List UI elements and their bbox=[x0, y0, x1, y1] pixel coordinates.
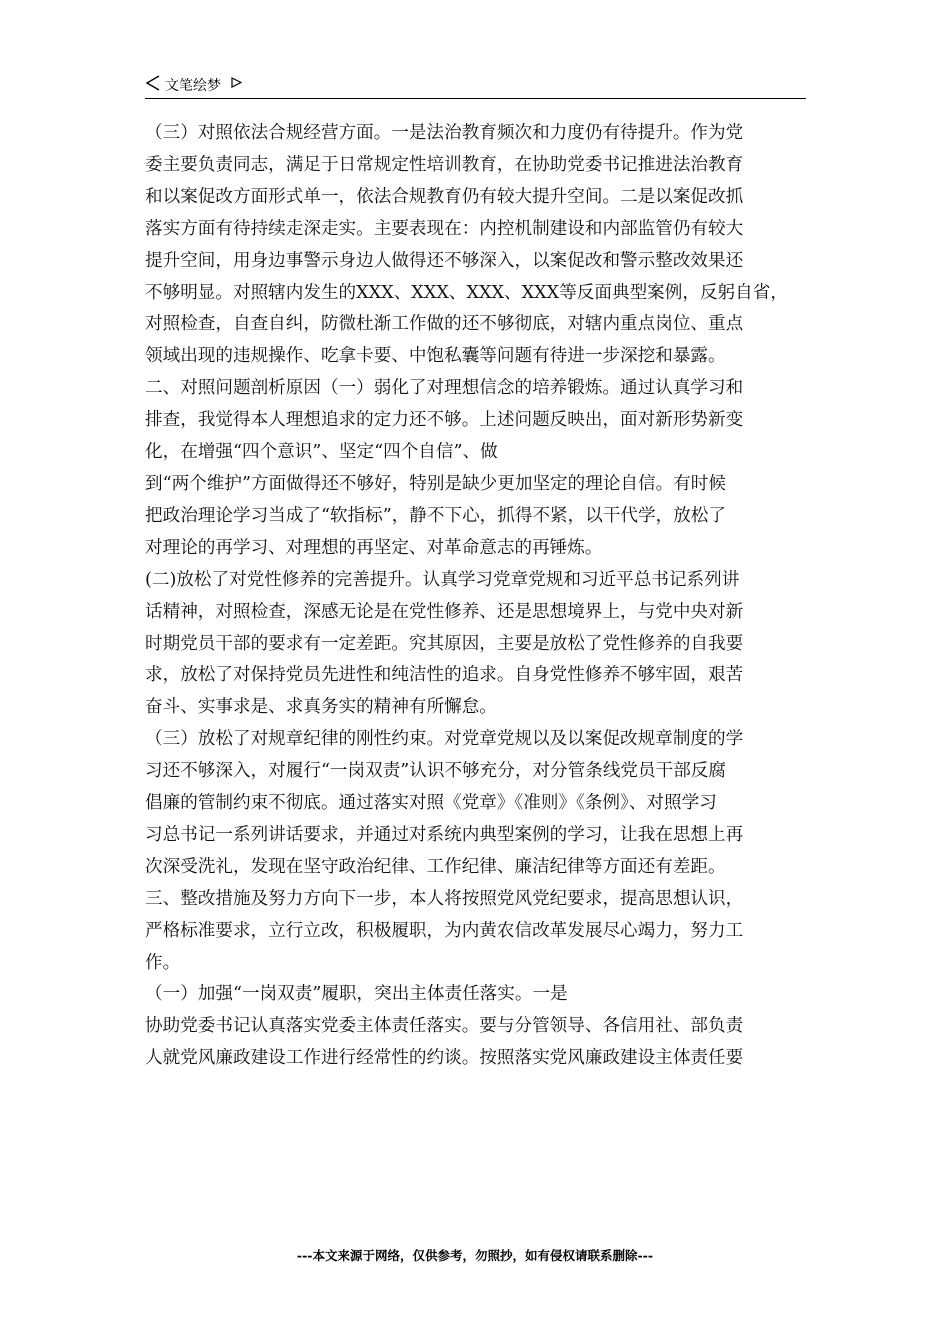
text-line: 习总书记一系列讲话要求，并通过对系统内典型案例的学习，让我在思想上再 bbox=[145, 824, 744, 845]
triangle-right-icon bbox=[231, 77, 242, 88]
header-title: 文笔绘梦 bbox=[165, 78, 221, 94]
text-line: 化，在增强“四个意识”、坚定“四个自信”、做 bbox=[145, 442, 498, 463]
text-line: 次深受洗礼，发现在坚守政治纪律、工作纪律、廉洁纪律等方面还有差距。 bbox=[145, 856, 726, 877]
text-line: 到“两个维护”方面做得还不够好，特别是缺少更加坚定的理论自信。有时候 bbox=[145, 473, 726, 494]
text-line: 落实方面有待持续走深走实。主要表现在：内控机制建设和内部监管仍有较大 bbox=[145, 218, 744, 239]
text-line: 提升空间，用身边事警示身边人做得还不够深入，以案促改和警示整改效果还 bbox=[145, 250, 744, 271]
text-line: 话精神，对照检查，深感无论是在党性修养、还是思想境界上，与党中央对新 bbox=[145, 601, 744, 622]
document-body bbox=[145, 118, 806, 1075]
triangle-left-icon bbox=[145, 75, 161, 91]
text-line: 不够明显。对照辖内发生的XXX、XXX、XXX、XXX等反面典型案例，反躬自省， bbox=[145, 282, 788, 303]
text-line: 和以案促改方面形式单一，依法合规教育仍有较大提升空间。二是以案促改抓 bbox=[145, 186, 744, 207]
text-line: 排查，我觉得本人理想追求的定力还不够。上述问题反映出，面对新形势新变 bbox=[145, 410, 744, 431]
text-line: 习还不够深入，对履行“一岗双责”认识不够充分，对分管条线党员干部反腐 bbox=[145, 761, 726, 782]
text-line: 倡廉的管制约束不彻底。通过落实对照《党章》《准则》《条例》、对照学习 bbox=[145, 793, 717, 814]
text-line: 人就党风廉政建设工作进行经常性的约谈。按照落实党风廉政建设主体责任要 bbox=[145, 1048, 744, 1069]
page-footer-disclaimer: ---本文来源于网络，仅供参考，勿照抄，如有侵权请联系删除--- bbox=[296, 1248, 654, 1263]
text-line: 委主要负责同志，满足于日常规定性培训教育，在协助党委书记推进法治教育 bbox=[145, 154, 744, 175]
page-header bbox=[145, 72, 806, 99]
text-line: 严格标准要求，立行立改，积极履职，为内黄农信改革发展尽心竭力，努力工 bbox=[145, 920, 744, 941]
text-line: 协助党委书记认真落实党委主体责任落实。要与分管领导、各信用社、部负责 bbox=[145, 1016, 744, 1037]
text-line: (二)放松了对党性修养的完善提升。认真学习党章党规和习近平总书记系列讲 bbox=[145, 569, 740, 590]
text-line: （三）对照依法合规经营方面。一是法治教育频次和力度仍有待提升。作为党 bbox=[145, 123, 744, 143]
text-line: 把政治理论学习当成了“软指标”，静不下心，抓得不紧，以干代学，放松了 bbox=[145, 505, 726, 526]
text-line: 奋斗、实事求是、求真务实的精神有所懈怠。 bbox=[145, 697, 497, 718]
text-line: 作。 bbox=[145, 952, 181, 973]
text-line: 时期党员干部的要求有一定差距。究其原因，主要是放松了党性修养的自我要 bbox=[145, 633, 744, 654]
text-line: 对照检查，自查自纠，防微杜渐工作做的还不够彻底，对辖内重点岗位、重点 bbox=[145, 314, 744, 335]
text-line: 求，放松了对保持党员先进性和纯洁性的追求。自身党性修养不够牢固，艰苦 bbox=[145, 665, 744, 686]
text-line: （一）加强“一岗双责”履职，突出主体责任落实。一是 bbox=[145, 984, 568, 1005]
text-line: 二、对照问题剖析原因（一）弱化了对理想信念的培养锻炼。通过认真学习和 bbox=[145, 378, 744, 399]
text-line: 领域出现的违规操作、吃拿卡要、中饱私囊等问题有待进一步深挖和暴露。 bbox=[145, 346, 726, 367]
text-line: 对理论的再学习、对理想的再坚定、对革命意志的再锤炼。 bbox=[145, 537, 603, 558]
text-line: （三）放松了对规章纪律的刚性约束。对党章党规以及以案促改规章制度的学 bbox=[145, 729, 744, 750]
text-line: 三、整改措施及努力方向下一步，本人将按照党风党纪要求，提高思想认识， bbox=[145, 888, 744, 909]
